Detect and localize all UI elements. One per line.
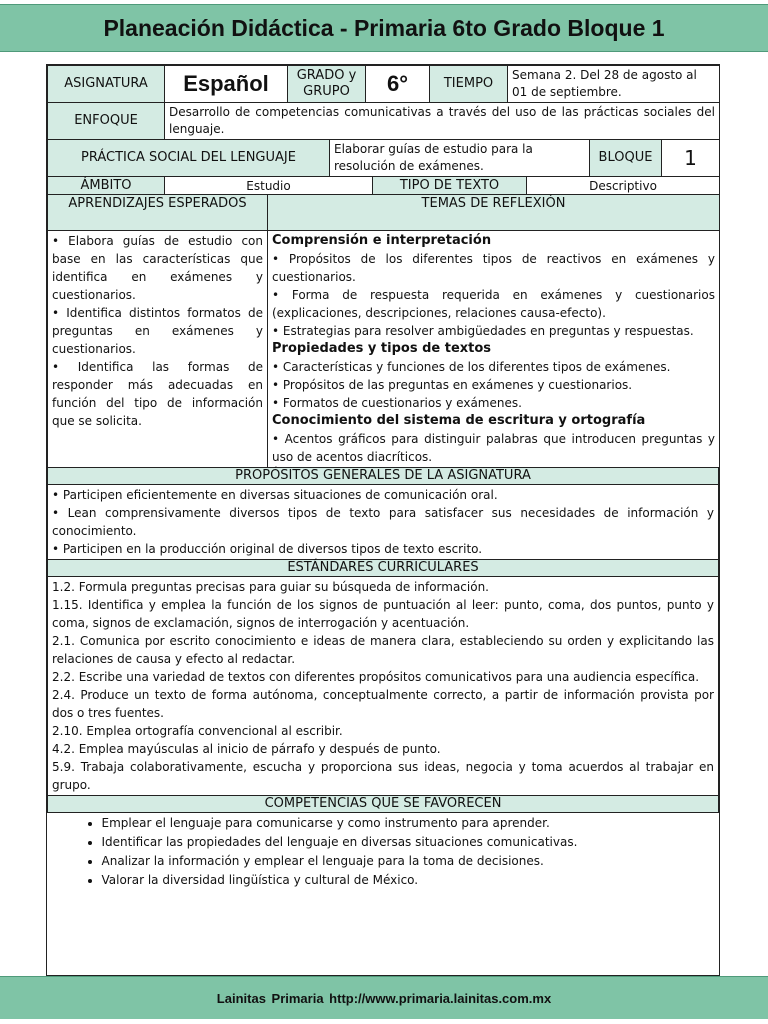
ambito-label: ÁMBITO [48, 177, 165, 195]
estandares-table [47, 559, 719, 796]
tiempo-label: TIEMPO [430, 66, 508, 103]
list-item: 4.2. Emplea mayúsculas al inicio de párrafo y después de punto. [52, 742, 441, 756]
page-title: Planeación Didáctica - Primaria 6to Grado Bloque 1 [103, 14, 665, 41]
tipo-texto-value: Descriptivo [527, 177, 720, 195]
competencias-list [48, 813, 719, 892]
enfoque-label: ENFOQUE [48, 103, 165, 140]
list-item: • Valorar la diversidad lingüística y cultural de México. [102, 871, 715, 890]
list-item: 2.2. Escribe una variedad de textos con diferentes propósitos comunicativos para una audiencia específica. [52, 670, 700, 684]
estandares-header: ESTÁNDARES CURRICULARES [48, 560, 719, 577]
asignatura-label: ASIGNATURA [48, 66, 165, 103]
list-item: • Identifica las formas de responder más adecuadas en función del tipo de información que se solicita. [52, 360, 263, 428]
title-banner [0, 4, 768, 52]
info-row-practica [47, 139, 720, 177]
list-item: • Emplear el lenguaje para comunicarse y como instrumento para aprender. [102, 814, 715, 833]
info-row-ambito [47, 176, 720, 195]
list-item: • Propósitos de los diferentes tipos de reactivos en exámenes y cuestionarios. [272, 252, 715, 284]
list-item: • Participen en la producción original de diversos tipos de texto escrito. [52, 542, 483, 556]
asignatura-value: Español [165, 66, 288, 103]
list-item: • Estrategias para resolver ambigüedades en preguntas y respuestas. [272, 324, 694, 338]
section-title: Propiedades y tipos de textos [272, 341, 492, 356]
list-item: 1.2. Formula preguntas precisas para guiar su búsqueda de información. [52, 580, 489, 594]
list-item: 1.15. Identifica y emplea la función de los signos de puntuación al leer: punto, coma, dos puntos, punto y coma, signos de exclamación, signos de interrogación y acentuación. [52, 598, 714, 630]
list-item: • Elabora guías de estudio con base en las características que identifica en exámenes y cuestionarios. [52, 234, 263, 302]
section-title: Comprensión e interpretación [272, 233, 492, 248]
list-item: 2.4. Produce un texto de forma autónoma, conceptualmente correcto, a partir de información provista por dos o tres fuentes. [52, 688, 714, 720]
competencias-table [47, 795, 719, 891]
list-item: • Identifica distintos formatos de preguntas en exámenes y cuestionarios. [52, 306, 263, 356]
list-item: 5.9. Trabaja colaborativamente, escucha y proporciona sus ideas, negocia y toma acuerdos al trabajar en grupo. [52, 760, 714, 792]
tipo-texto-label: TIPO DE TEXTO [373, 177, 527, 195]
list-item: • Formatos de cuestionarios y exámenes. [272, 396, 522, 410]
tiempo-value: Semana 2. Del 28 de agosto al 01 de septiembre. [508, 66, 720, 103]
info-row-enfoque [47, 102, 720, 140]
propositos-table [47, 467, 719, 560]
footer-text: Lainitas Primaria http://www.primaria.lainitas.com.mx [216, 990, 552, 1006]
list-item: • Propósitos de las preguntas en exámenes y cuestionarios. [272, 378, 633, 392]
ambito-value: Estudio [165, 177, 373, 195]
enfoque-value: Desarrollo de competencias comunicativas a través del uso de las prácticas sociales del lenguaje. [165, 103, 720, 140]
bloque-label: BLOQUE [590, 140, 662, 177]
list-item: • Lean comprensivamente diversos tipos de texto para satisfacer sus necesidades de información y conocimiento. [52, 506, 714, 538]
practica-value: Elaborar guías de estudio para la resolución de exámenes. [330, 140, 590, 177]
aprendizajes-temas-table [47, 194, 720, 468]
info-row-asignatura [47, 65, 720, 103]
footer-banner [0, 976, 768, 1019]
propositos-header: PROPÓSITOS GENERALES DE LA ASIGNATURA [48, 468, 719, 485]
planning-sheet [46, 64, 720, 976]
bloque-value: 1 [662, 140, 720, 177]
list-item: • Forma de respuesta requerida en exámenes y cuestionarios (explicaciones, descripciones, relaciones causa-efecto). [272, 288, 715, 320]
temas-header: TEMAS DE REFLEXIÓN [268, 195, 720, 231]
estandares-list [48, 577, 719, 796]
list-item: • Analizar la información y emplear el lenguaje para la toma de decisiones. [102, 852, 715, 871]
aprendizajes-list [48, 231, 268, 468]
propositos-list [48, 485, 719, 560]
list-item: • Participen eficientemente en diversas situaciones de comunicación oral. [52, 488, 498, 502]
list-item: 2.1. Comunica por escrito conocimiento e ideas de manera clara, estableciendo su orden y explicitando las relaciones de causa y efecto al redactar. [52, 634, 714, 666]
temas-list [268, 231, 720, 468]
competencias-header: COMPETENCIAS QUE SE FAVORECEN [48, 796, 719, 813]
list-item: • Identificar las propiedades del lenguaje en diversas situaciones comunicativas. [102, 833, 715, 852]
section-title: Conocimiento del sistema de escritura y ortografía [272, 413, 646, 428]
list-item: • Acentos gráficos para distinguir palabras que introducen preguntas y uso de acentos diacríticos. [272, 432, 715, 464]
practica-label: PRÁCTICA SOCIAL DEL LENGUAJE [48, 140, 330, 177]
list-item: 2.10. Emplea ortografía convencional al escribir. [52, 724, 343, 738]
aprendizajes-header: APRENDIZAJES ESPERADOS [48, 195, 268, 231]
grado-value: 6° [366, 66, 430, 103]
grado-label: GRADO y GRUPO [288, 66, 366, 103]
list-item: • Características y funciones de los diferentes tipos de exámenes. [272, 360, 671, 374]
